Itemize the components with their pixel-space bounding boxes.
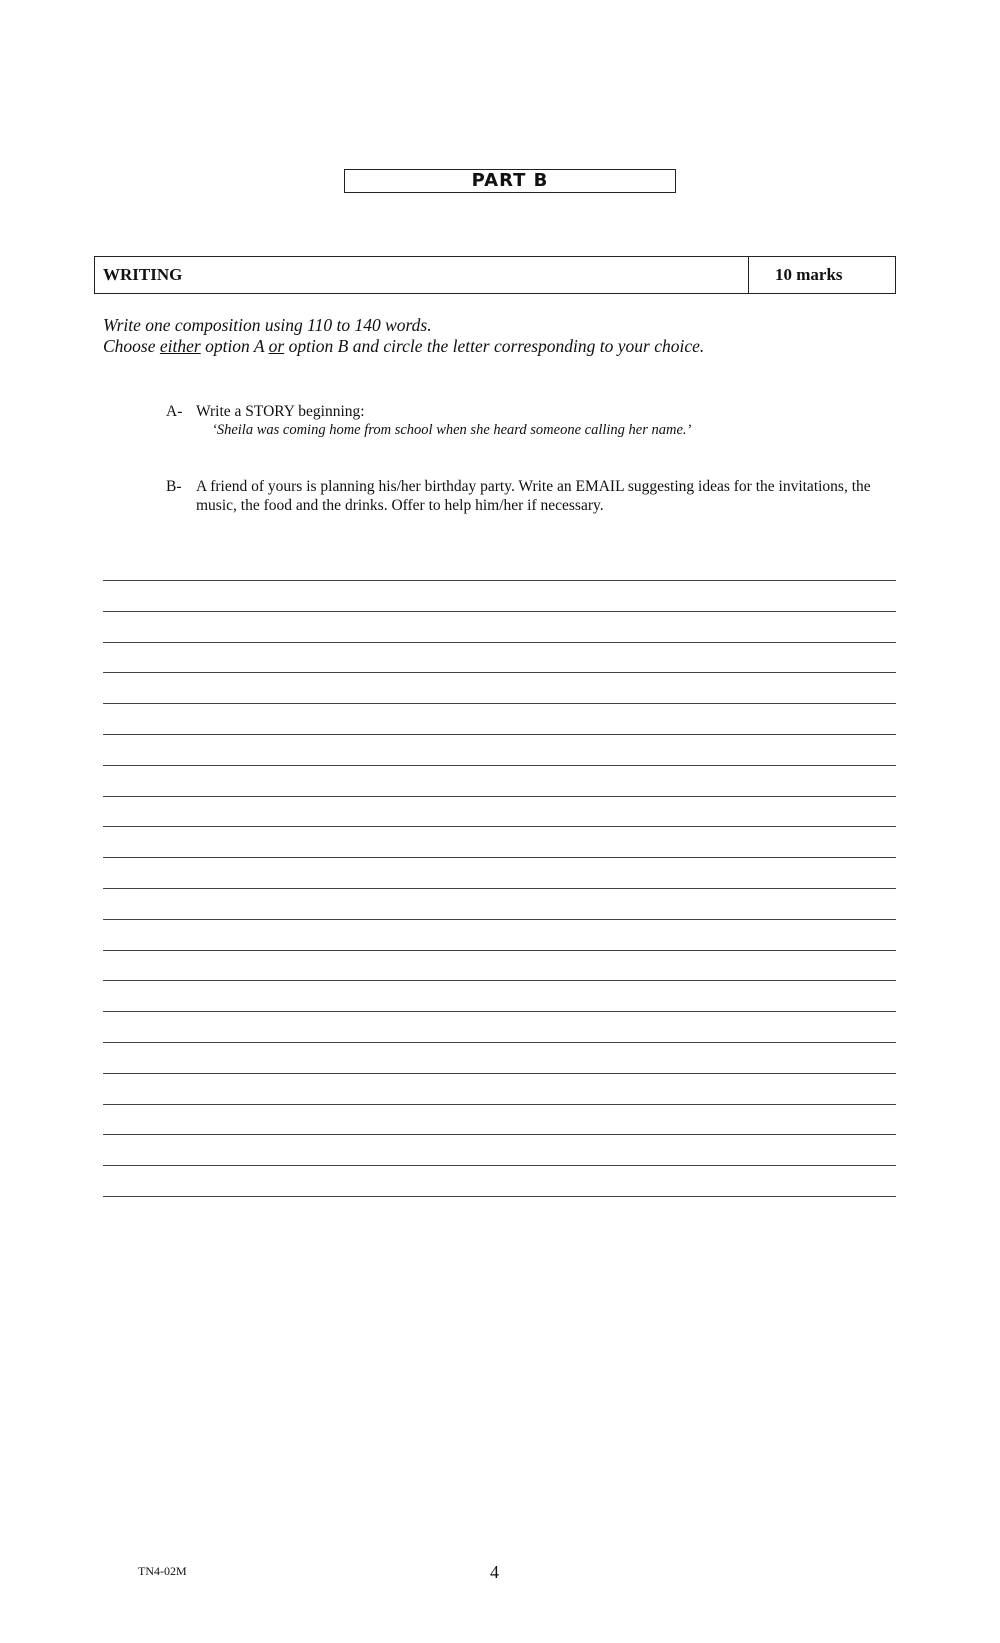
answer-line[interactable] — [103, 1196, 896, 1197]
instruction-text: option A — [200, 336, 269, 356]
option-b[interactable] — [166, 477, 906, 515]
option-a-letter[interactable]: A- — [166, 403, 183, 420]
option-b-letter[interactable]: B- — [166, 478, 182, 495]
section-header-box — [94, 256, 896, 294]
answer-line[interactable] — [103, 980, 896, 981]
answer-line[interactable] — [103, 765, 896, 766]
instruction-text: option B and circle the letter corresponding to your choice. — [284, 336, 705, 356]
option-a-quote: ‘Sheila was coming home from school when she heard someone calling her name.’ — [212, 422, 692, 438]
option-a[interactable] — [166, 402, 906, 440]
answer-line[interactable] — [103, 826, 896, 827]
answer-line[interactable] — [103, 888, 896, 889]
instruction-either: either — [159, 336, 201, 356]
answer-line[interactable] — [103, 611, 896, 612]
option-a-body — [196, 402, 906, 440]
answer-line[interactable] — [103, 703, 896, 704]
section-marks: 10 marks — [775, 265, 843, 284]
instruction-or: or — [268, 336, 285, 356]
answer-line[interactable] — [103, 1134, 896, 1135]
page-number: 4 — [490, 1562, 499, 1582]
instruction-line-2 — [103, 336, 903, 357]
option-a-prompt: Write a STORY beginning: — [196, 403, 365, 420]
instructions — [103, 315, 903, 357]
section-name: WRITING — [95, 257, 749, 293]
answer-line[interactable] — [103, 919, 896, 920]
option-b-prompt: A friend of yours is planning his/her birthday party. Write an EMAIL suggesting ideas for the invitations, the music, the food and the drinks. Offer to help him/her if necessary. — [196, 478, 871, 514]
writing-lines-area[interactable] — [103, 580, 896, 1227]
answer-line[interactable] — [103, 1011, 896, 1012]
answer-line[interactable] — [103, 1165, 896, 1166]
answer-line[interactable] — [103, 672, 896, 673]
answer-line[interactable] — [103, 950, 896, 951]
answer-line[interactable] — [103, 1104, 896, 1105]
answer-line[interactable] — [103, 580, 896, 581]
part-title: PART B — [344, 169, 676, 193]
answer-line[interactable] — [103, 642, 896, 643]
footer-code: TN4-02M — [138, 1564, 187, 1578]
answer-line[interactable] — [103, 857, 896, 858]
answer-line[interactable] — [103, 1073, 896, 1074]
answer-line[interactable] — [103, 796, 896, 797]
answer-line[interactable] — [103, 1042, 896, 1043]
instruction-text: Choose — [103, 336, 160, 356]
instruction-line-1: Write one composition using 110 to 140 words. — [103, 315, 432, 335]
answer-line[interactable] — [103, 734, 896, 735]
